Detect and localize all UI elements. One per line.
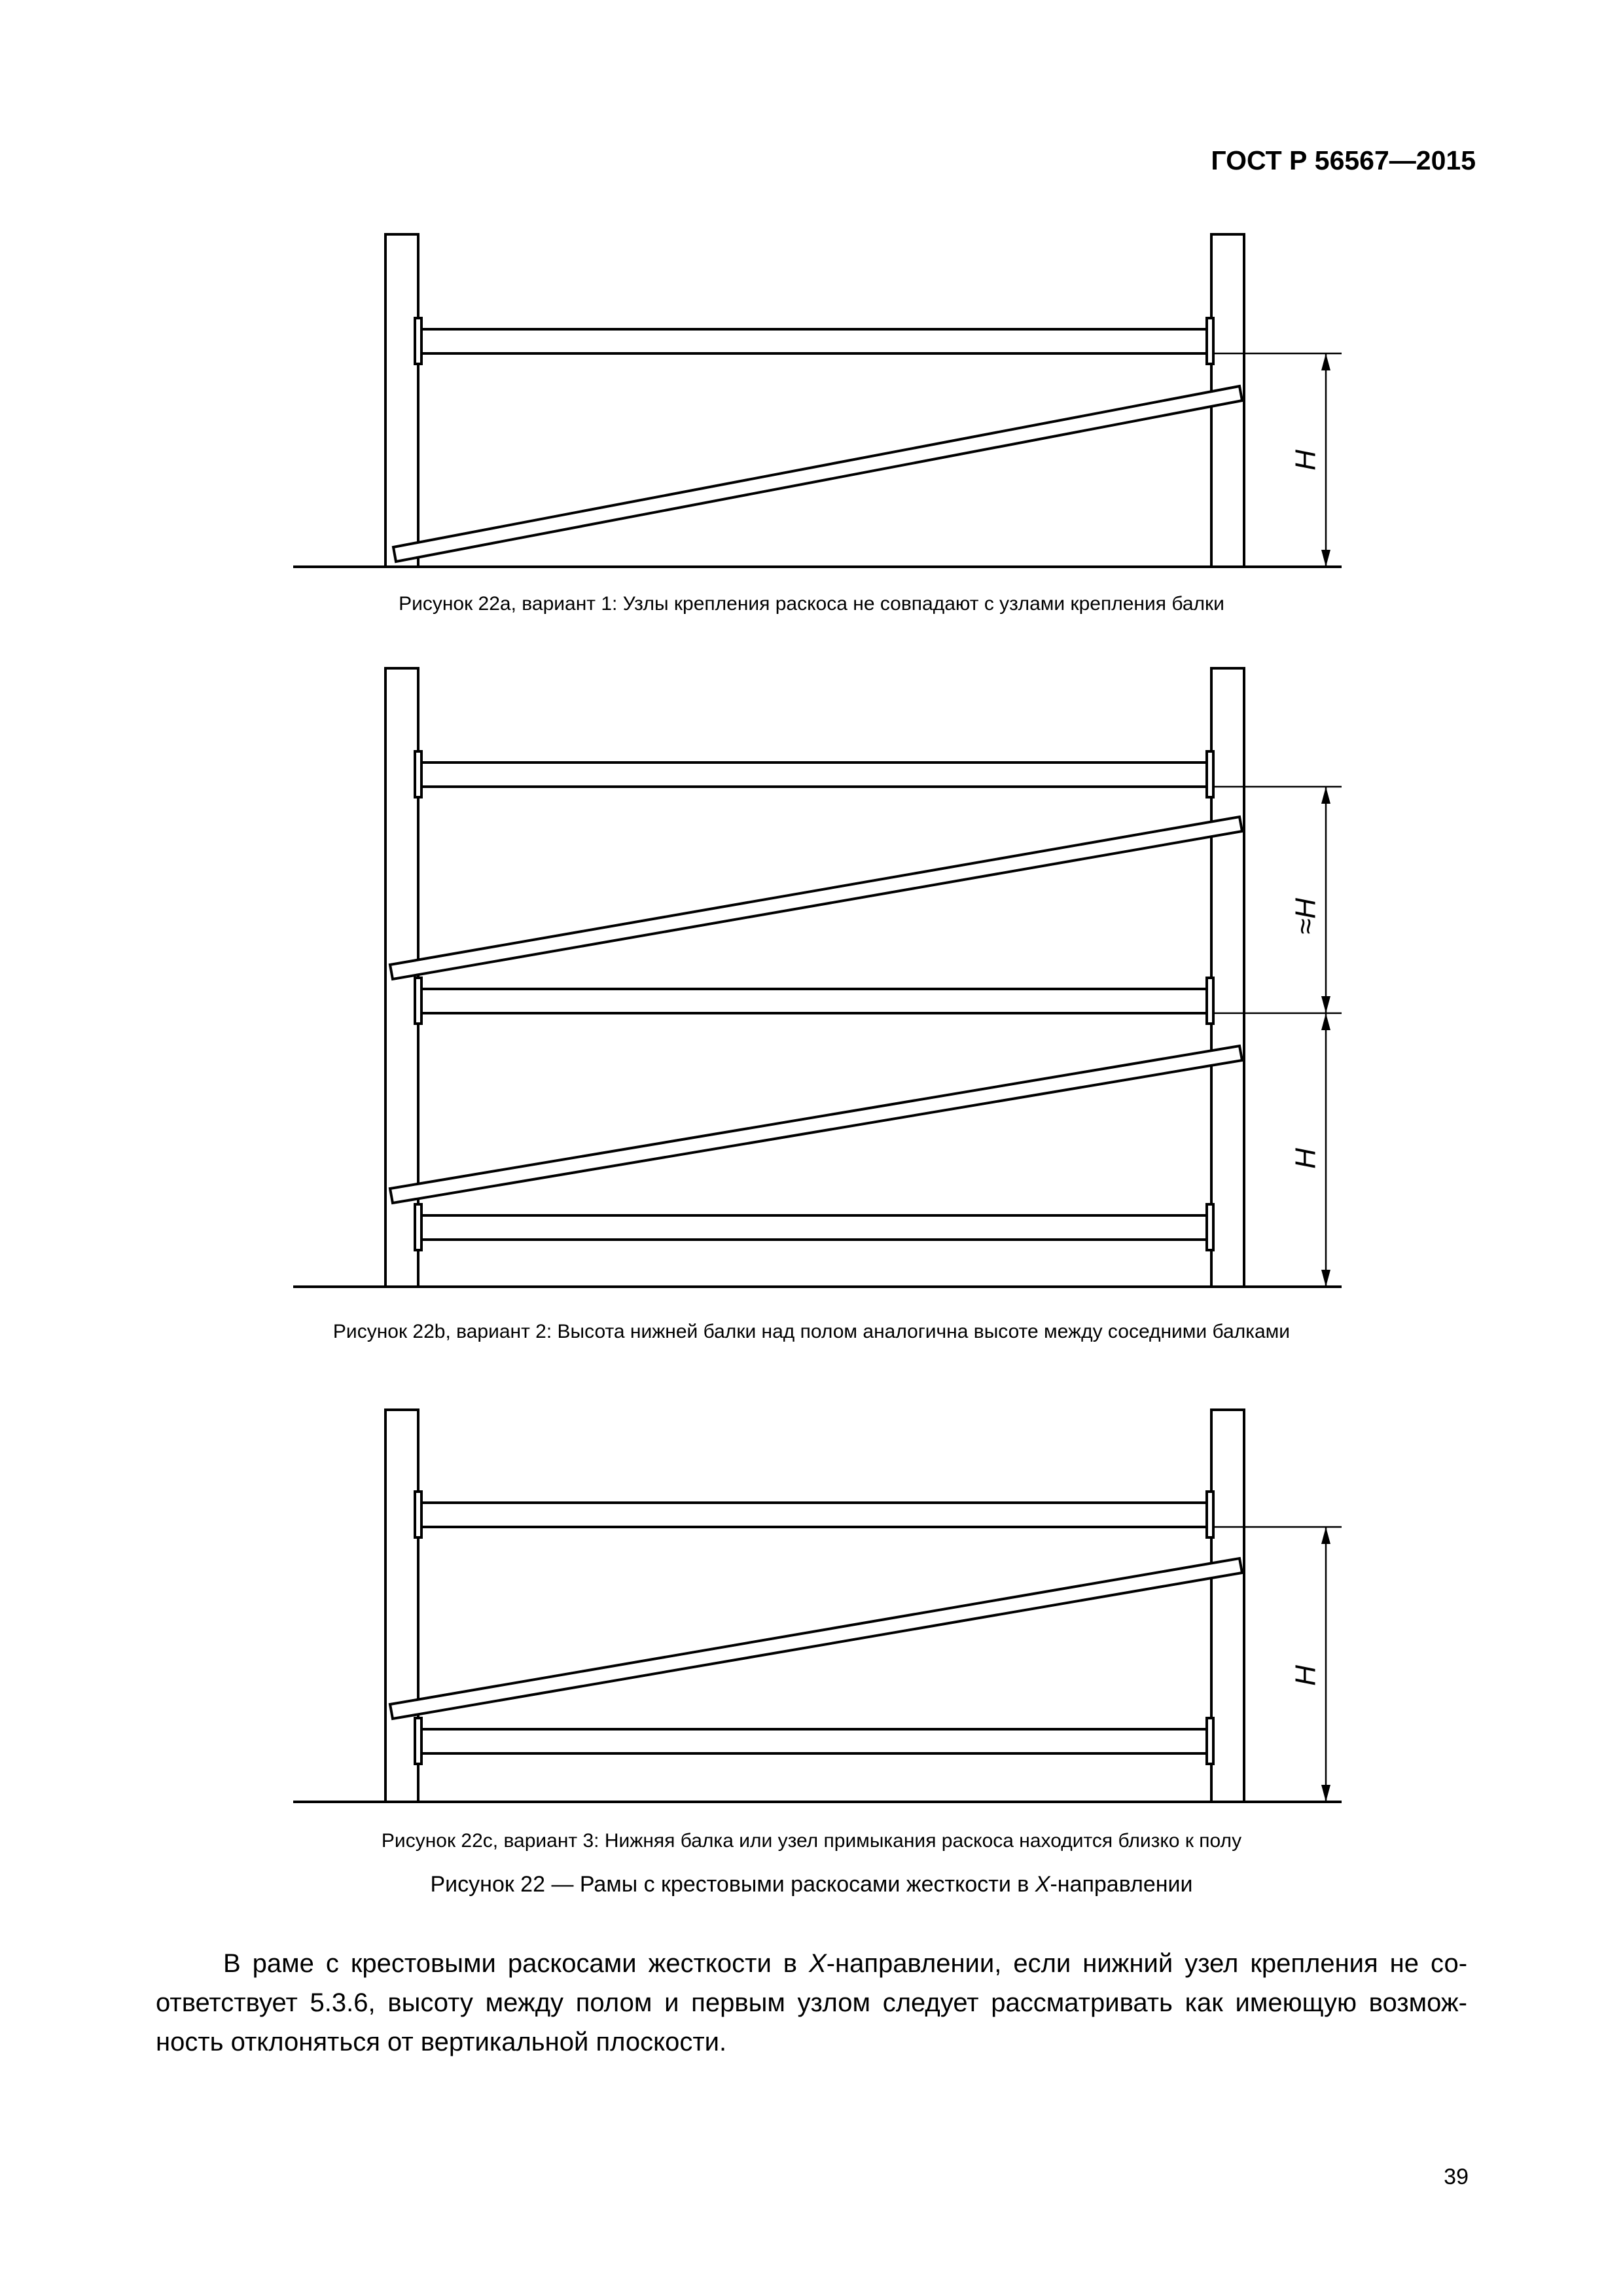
document-code: ГОСТ Р 56567—2015 — [1211, 145, 1476, 175]
left-upright — [385, 234, 418, 567]
beam-connector — [1207, 1492, 1213, 1537]
axis-x: X — [1035, 1872, 1050, 1897]
paragraph-text: В раме с крестовыми раскосами жесткости в — [223, 1949, 810, 1978]
dimension-label-h: H — [1289, 450, 1322, 471]
beam-bottom — [421, 1215, 1207, 1240]
figure-22b-caption: Рисунок 22b, вариант 2: Высота нижней балки над полом аналогична высоте между соседними балками — [332, 1321, 1291, 1342]
right-upright — [1211, 668, 1244, 1287]
figure-22-title — [0, 1872, 1623, 1897]
diagonal-brace-upper — [390, 817, 1242, 979]
beam-connector-right — [1207, 318, 1213, 364]
right-upright — [1211, 234, 1244, 567]
figure-title-text: Рисунок 22 — Рамы с крестовыми раскосами жесткости в — [430, 1872, 1035, 1897]
paragraph-text: -направлении, если нижний узел крепления не со- — [826, 1949, 1468, 1978]
dimension-label-approx-h: ≈H — [1289, 898, 1322, 935]
dimension-arrow-bottom — [1321, 550, 1330, 567]
dimension-arrow — [1321, 787, 1330, 804]
beam-connector — [415, 1204, 421, 1250]
paragraph-line-3: ность отклоняться от вертикальной плоскости. — [156, 2028, 727, 2056]
left-upright — [385, 668, 418, 1287]
diagonal-brace-lower — [390, 1046, 1242, 1203]
paragraph-line-2: ответствует 5.3.6, высоту между полом и первым узлом следует рассматривать как имеющую возмож- — [156, 1988, 1467, 2017]
dimension-label-h: H — [1289, 1148, 1322, 1169]
beam-connector — [1207, 1718, 1213, 1764]
dimension-arrow — [1321, 1785, 1330, 1802]
beam-top — [421, 1503, 1207, 1527]
beam-connector — [1207, 978, 1213, 1024]
figure-22a-caption: Рисунок 22a, вариант 1: Узлы крепления раскоса не совпадают с узлами крепления балки — [399, 593, 1224, 615]
beam-connector — [415, 1718, 421, 1764]
beam-connector-left — [415, 318, 421, 364]
beam — [421, 329, 1207, 353]
dimension-arrow — [1321, 1527, 1330, 1544]
paragraph-line-1 — [156, 1944, 1467, 1983]
diagonal-brace — [393, 386, 1242, 562]
figure-22c-caption: Рисунок 22c, вариант 3: Нижняя балка или узел примыкания раскоса находится близко к полу — [381, 1830, 1242, 1852]
figure-title-suffix: -направлении — [1050, 1872, 1193, 1897]
beam-connector — [415, 978, 421, 1024]
dimension-arrow-top — [1321, 353, 1330, 370]
page-number: 39 — [1444, 2164, 1469, 2189]
left-upright — [385, 1410, 418, 1802]
beam-bottom — [421, 1729, 1207, 1753]
beam-middle — [421, 989, 1207, 1013]
axis-x: X — [809, 1949, 827, 1978]
dimension-arrow — [1321, 1013, 1330, 1030]
beam-top — [421, 762, 1207, 787]
right-upright — [1211, 1410, 1244, 1802]
beam-connector — [415, 751, 421, 797]
body-paragraph — [156, 1944, 1467, 2062]
dimension-arrow — [1321, 996, 1330, 1013]
beam-connector — [1207, 1204, 1213, 1250]
beam-connector — [415, 1492, 421, 1537]
dimension-arrow — [1321, 1270, 1330, 1287]
beam-connector — [1207, 751, 1213, 797]
dimension-label-h: H — [1289, 1665, 1322, 1686]
diagonal-brace — [390, 1558, 1242, 1719]
